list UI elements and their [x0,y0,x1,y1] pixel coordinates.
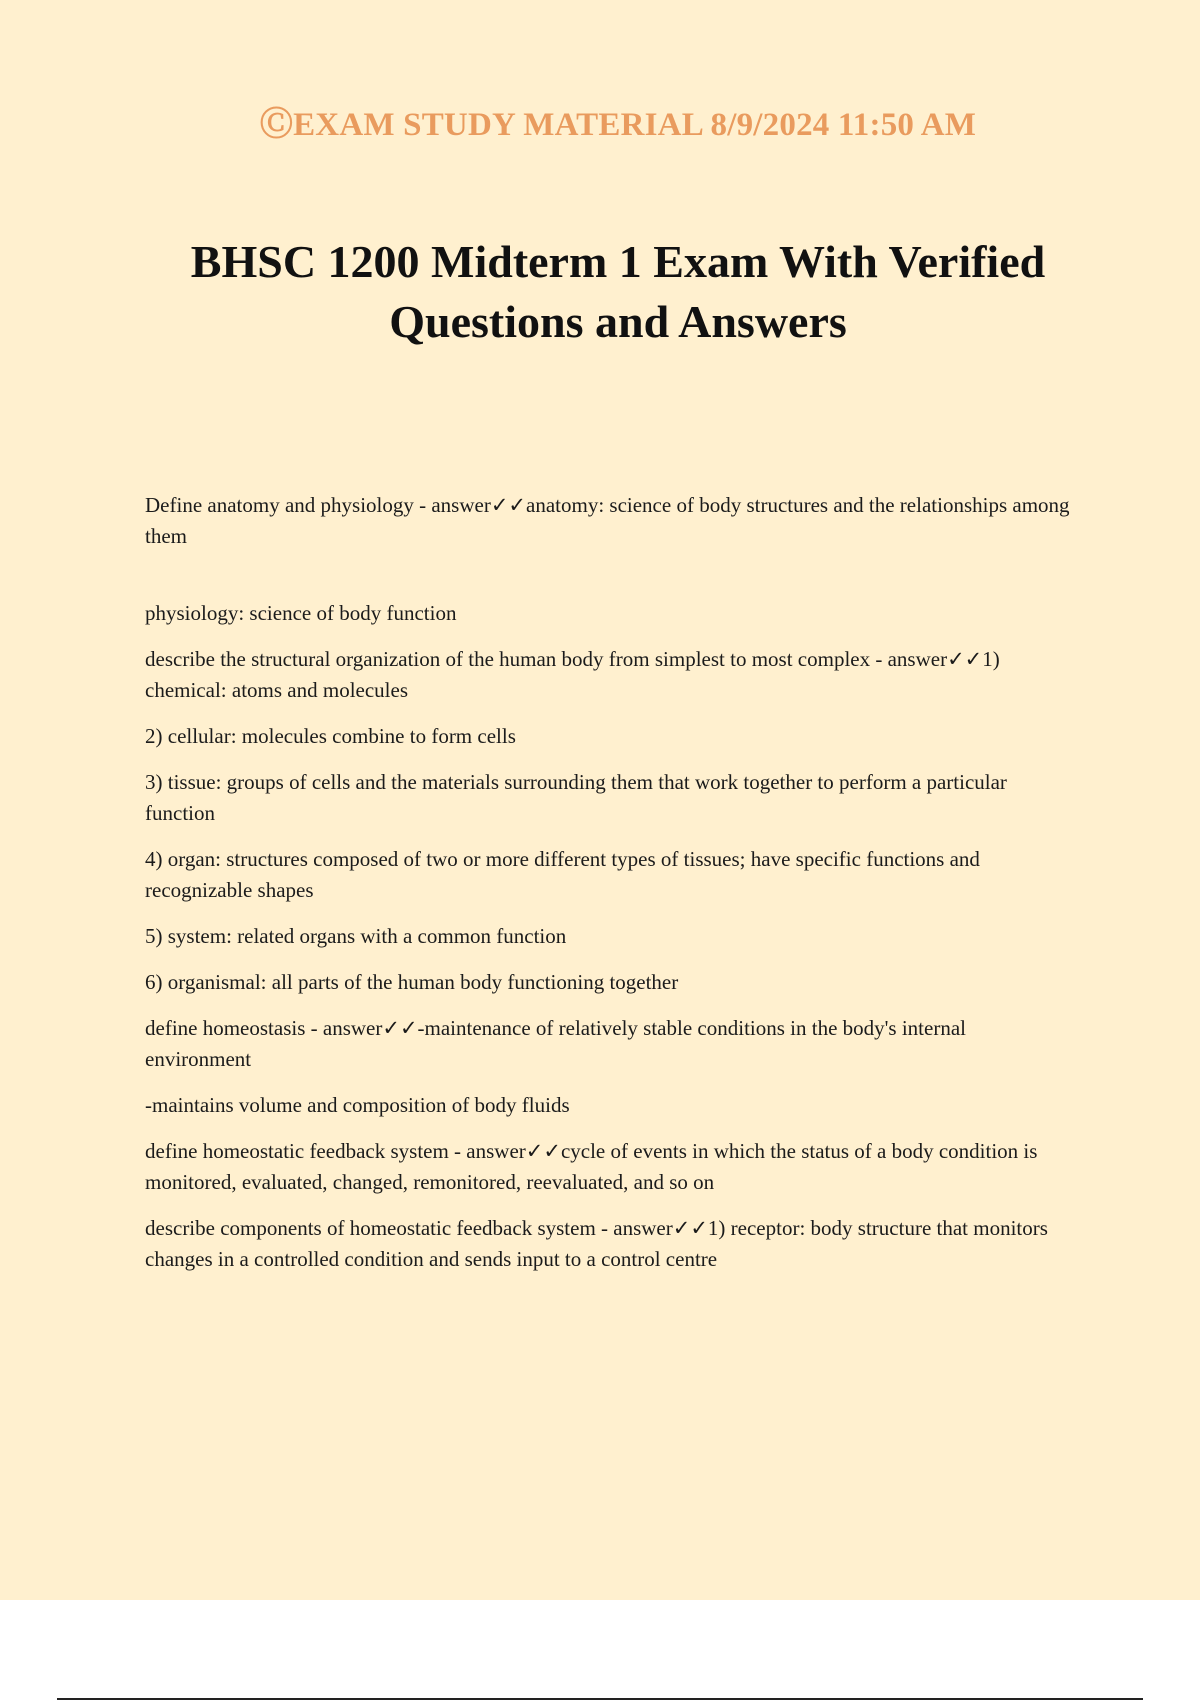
question-answer-paragraph: 6) organismal: all parts of the human body functioning together [145,970,679,994]
question-answer-paragraph: physiology: science of body function [145,601,457,625]
exam-material-watermark: ⒸEXAM STUDY MATERIAL 8/9/2024 11:50 AM [259,107,977,143]
question-answer-paragraph: 5) system: related organs with a common function [145,924,567,948]
question-answer-content [145,490,1075,1290]
question-answer-paragraph: -maintains volume and composition of body fluids [145,1093,570,1117]
question-answer-paragraph: 2) cellular: molecules combine to form cells [145,724,516,748]
document-title [0,232,1200,352]
question-answer-paragraph: define homeostasis - answer✓✓-maintenance of relatively stable conditions in the body's internal environment [145,1016,966,1071]
question-answer-paragraph: 4) organ: structures composed of two or more different types of tissues; have specific functions and recognizable shapes [145,847,980,902]
title-line-2: Questions and Answers [389,296,847,347]
question-answer-paragraph: 3) tissue: groups of cells and the materials surrounding them that work together to perform a particular function [145,770,1007,825]
question-answer-paragraph: Define anatomy and physiology - answer✓✓anatomy: science of body structures and the relationships among them [145,493,1070,548]
question-answer-paragraph: define homeostatic feedback system - answer✓✓cycle of events in which the status of a body condition is monitored, evaluated, changed, remonitored, reevaluated, and so on [145,1139,1038,1194]
question-answer-paragraph: describe components of homeostatic feedback system - answer✓✓1) receptor: body structure that monitors changes in a controlled condition and sends input to a control centre [145,1216,1048,1271]
question-answer-paragraph: describe the structural organization of the human body from simplest to most complex - answer✓✓1) chemical: atoms and molecules [145,647,1000,702]
title-line-1: BHSC 1200 Midterm 1 Exam With Verified [190,236,1046,287]
